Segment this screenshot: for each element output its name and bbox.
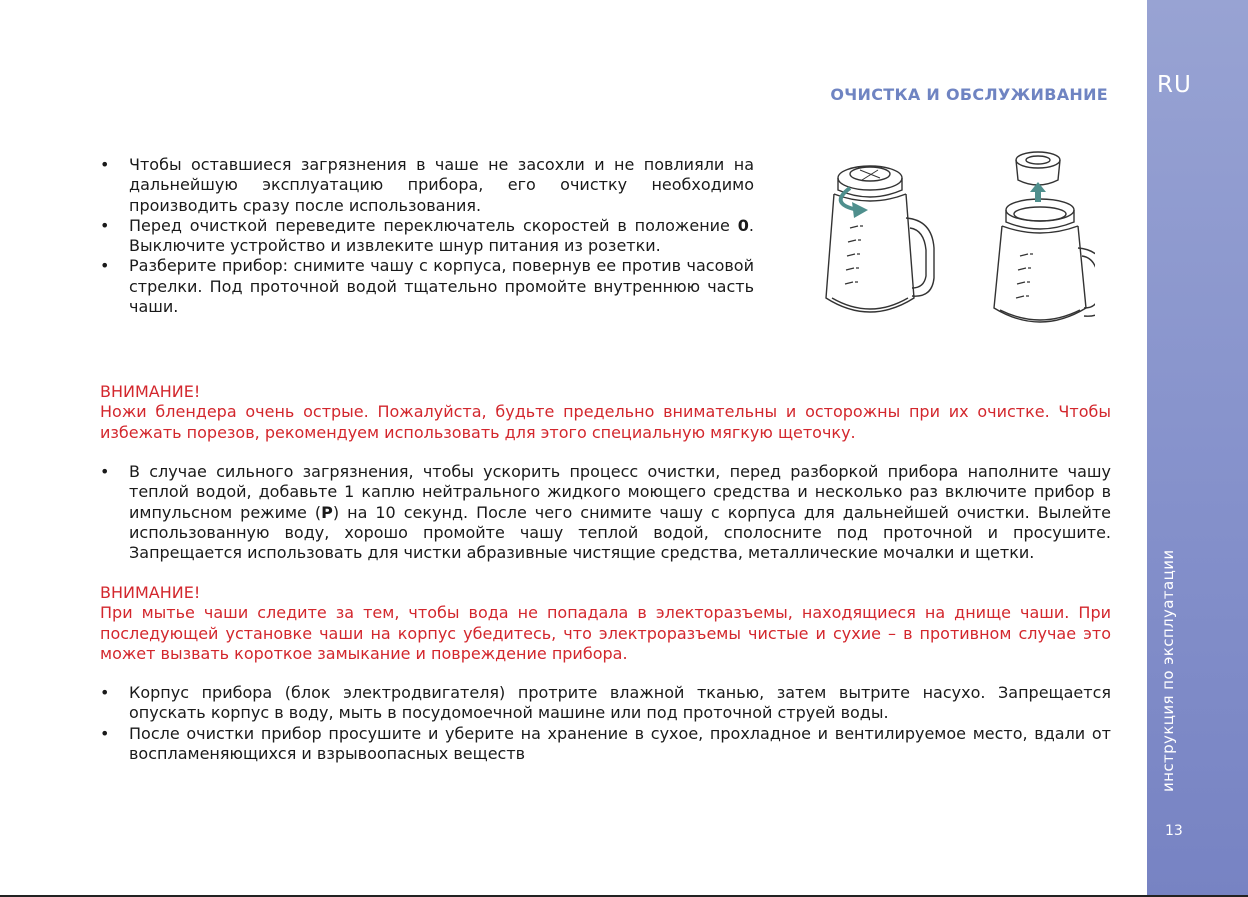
page-number: 13 [1165,823,1183,839]
language-label: RU [1157,72,1192,98]
warning-text: Ножи блендера очень острые. Пожалуйста, будьте предельно внимательны и осторожны при их очистке. Чтобы избежать порезов, рекомендуем использовать для этого специальную мягкую щеточку. [100,402,1111,442]
list-item: • Перед очисткой переведите переключатель скоростей в положение 0. Выключите устройство и извлеките шнур питания из розетки. [100,216,754,257]
warning-heading: ВНИМАНИЕ! [100,583,201,602]
list-item: • После очистки прибор просушите и уберите на хранение в сухое, прохладное и вентилируемое место, вдали от воспламеняющихся и взрывоопасных веществ [100,724,1111,765]
speed-position-zero: 0 [737,215,749,235]
blender-disassembly-illustration [820,148,1095,338]
warning-heading: ВНИМАНИЕ! [100,382,201,401]
list-item: • Разберите прибор: снимите чашу с корпуса, повернув ее против часовой стрелки. Под проточной водой тщательно промойте внутреннюю часть чаши. [100,256,754,317]
housing-care-list [100,683,1111,764]
cleaning-steps-list [100,155,754,317]
sidebar [1147,0,1248,895]
manual-vertical-label: инструкция по эксплуатации [1159,549,1177,792]
warning-blades [100,382,1111,443]
page-title: ОЧИСТКА И ОБСЛУЖИВАНИЕ [830,85,1108,104]
pulse-mode-p: P [321,502,333,522]
blender-jug-open-icon [994,152,1095,322]
blender-jug-rotate-icon [826,166,934,312]
list-item: • Чтобы оставшиеся загрязнения в чаше не засохли и не повлияли на дальнейшую эксплуатацию прибора, его очистку необходимо производить сразу после использования. [100,155,754,216]
warning-text: При мытье чаши следите за тем, чтобы вода не попадала в электоразъемы, находящиеся на днище чаши. При последующей установке чаши на корпус убедитесь, что электроразъемы чистые и сухие – в противном случае это может вызвать короткое замыкание и повреждение прибора. [100,603,1111,663]
list-item: • В случае сильного загрязнения, чтобы ускорить процесс очистки, перед разборкой прибора наполните чашу теплой водой, добавьте 1 каплю нейтрального жидкого моющего средства и несколько раз включите прибор в импульсном режиме (P) на 10 секунд. После чего снимите чашу с корпуса для дальнейшей очистки. Вылейте использованную воду, хорошо промойте чашу теплой водой, сполосните под проточной и просушите. Запрещается использовать для чистки абразивные чистящие средства, металлические мочалки и щетки. [100,462,1111,563]
warning-connectors [100,583,1111,664]
deep-cleaning-list [100,462,1111,563]
list-item: • Корпус прибора (блок электродвигателя) протрите влажной тканью, затем вытрите насухо. Запрещается опускать корпус в воду, мыть в посудомоечной машине или под проточной струей воды. [100,683,1111,724]
